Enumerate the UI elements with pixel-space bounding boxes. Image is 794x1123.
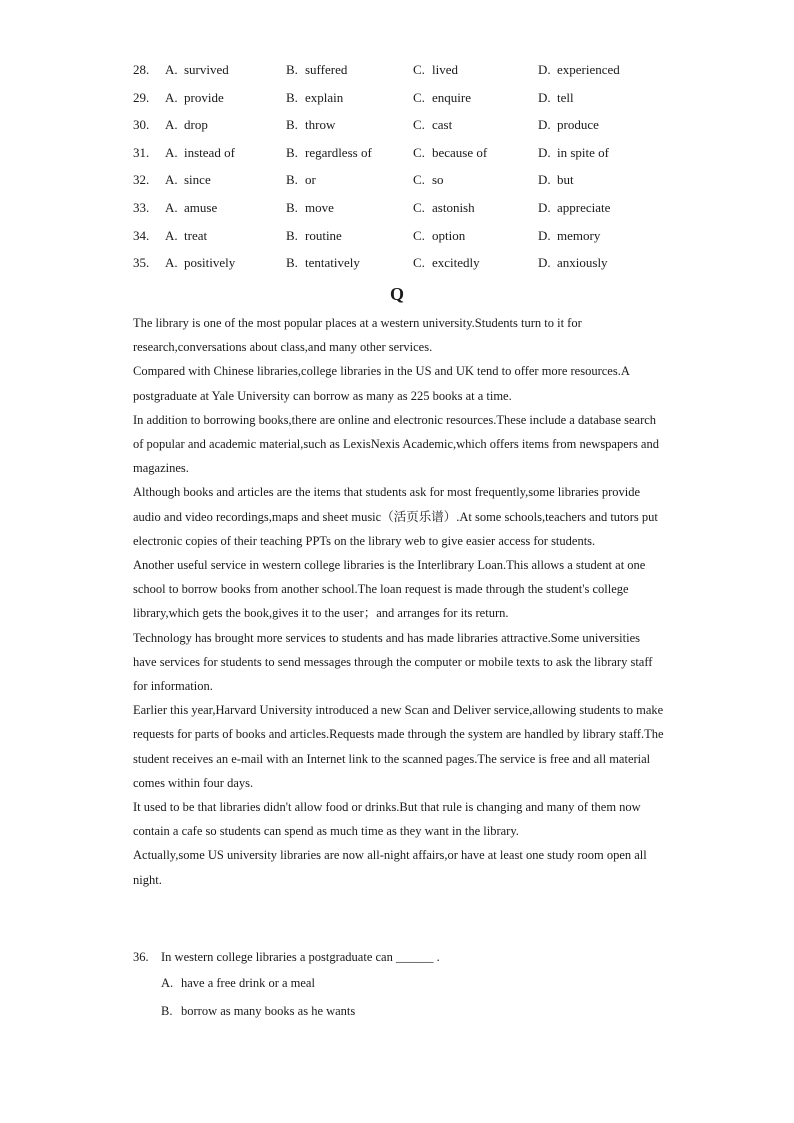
option-d: D. produce xyxy=(538,117,599,132)
answer-choice-b: B. borrow as many books as he wants xyxy=(161,1004,356,1018)
option-b: B. suffered xyxy=(286,62,348,77)
option-a: A. survived xyxy=(165,62,229,77)
section-title: Q xyxy=(389,284,404,304)
option-b: B. regardless of xyxy=(286,145,372,160)
option-c: C. option xyxy=(413,228,466,243)
option-d: D. anxiously xyxy=(538,255,608,270)
option-a: A. amuse xyxy=(165,200,218,215)
option-c: C. cast xyxy=(413,117,453,132)
option-c: C. excitedly xyxy=(413,255,480,270)
option-c: C. because of xyxy=(413,145,488,160)
option-d: D. tell xyxy=(538,90,574,105)
question-stem: 36. In western college libraries a postgraduate can ______ . xyxy=(133,950,440,964)
option-c: C. astonish xyxy=(413,200,475,215)
option-a: A. positively xyxy=(165,255,236,270)
passage-paragraph: Although books and articles are the items that students ask for most frequently,some libraries provide audio and video recordings,maps and sheet music（活页乐谱）.At some schools,teachers and tutors put electronic copies of their teaching PPTs on the library web to give easier access for students. xyxy=(133,485,658,548)
option-c: C. enquire xyxy=(413,90,471,105)
question-number: 35. xyxy=(133,255,150,270)
passage-paragraph: Compared with Chinese libraries,college libraries in the US and UK tend to offer more resources.A postgraduate at Yale University can borrow as many as 225 books at a time. xyxy=(133,364,630,403)
passage-paragraph: Earlier this year,Harvard University introduced a new Scan and Deliver service,allowing students to make requests for parts of books and articles.Requests made through the system are handled by library staff.The student receives an e-mail with an Internet link to the scanned pages.The service is free and all material comes within four days. xyxy=(133,703,664,790)
answer-choice-a: A. have a free drink or a meal xyxy=(161,976,315,990)
option-a: A. instead of xyxy=(165,145,235,160)
question-number: 29. xyxy=(133,90,150,105)
option-b: B. move xyxy=(286,200,334,215)
option-c: C. so xyxy=(413,172,444,187)
option-d: D. memory xyxy=(538,228,601,243)
question-number: 34. xyxy=(133,228,150,243)
passage-paragraph: Another useful service in western college libraries is the Interlibrary Loan.This allows a student at one school to borrow books from another school.The loan request is made through the student's college library,which gets the book,gives it to the user；and arranges for its return. xyxy=(133,558,646,621)
option-d: D. but xyxy=(538,172,574,187)
passage-paragraph: It used to be that libraries didn't allow food or drinks.But that rule is changing and many of them now contain a cafe so students can spend as much time as they want in the library. xyxy=(133,800,641,839)
passage-paragraph: In addition to borrowing books,there are online and electronic resources.These include a database search of popular and academic material,such as LexisNexis Academic,which offers items from newspapers and magazines. xyxy=(133,412,659,476)
option-d: D. in spite of xyxy=(538,145,609,160)
question-number: 32. xyxy=(133,172,150,187)
question-number: 33. xyxy=(133,200,150,215)
option-d: D. experienced xyxy=(538,62,620,77)
question-number: 30. xyxy=(133,117,150,132)
question-number: 31. xyxy=(133,145,150,160)
reading-passage xyxy=(133,311,665,892)
passage-paragraph: Technology has brought more services to students and has made libraries attractive.Some universities have services for students to send messages through the computer or mobile texts to ask the library staff for information. xyxy=(133,630,653,694)
passage-paragraph: The library is one of the most popular places at a western university.Students turn to it for research,conversations about class,and many other services. xyxy=(133,316,582,355)
option-d: D. appreciate xyxy=(538,200,611,215)
option-a: A. treat xyxy=(165,228,208,243)
option-a: A. drop xyxy=(165,117,208,132)
option-b: B. explain xyxy=(286,90,344,105)
option-b: B. throw xyxy=(286,117,336,132)
option-b: B. tentatively xyxy=(286,255,360,270)
option-a: A. since xyxy=(165,172,211,187)
option-b: B. routine xyxy=(286,228,342,243)
question-number: 28. xyxy=(133,62,150,77)
option-a: A. provide xyxy=(165,90,224,105)
option-b: B. or xyxy=(286,172,316,187)
option-c: C. lived xyxy=(413,62,458,77)
passage-paragraph: Actually,some US university libraries are now all-night affairs,or have at least one study room open all night. xyxy=(133,848,647,887)
